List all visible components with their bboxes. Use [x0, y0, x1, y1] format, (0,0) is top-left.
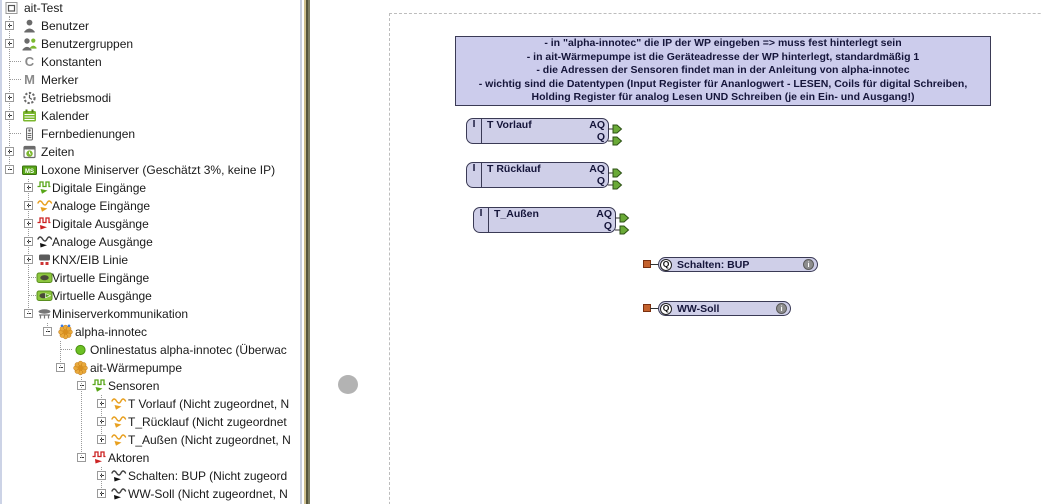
note-box[interactable] [455, 36, 991, 106]
tree-guide-line [9, 16, 10, 170]
note-line: - die Adressen der Sensoren findet man in der Anleitung von alpha-innotec [536, 64, 910, 77]
tree-item-label: Analoge Ausgänge [52, 235, 153, 249]
canvas-anchor-dot [338, 375, 358, 394]
note-line: - in "alpha-innotec" die IP der WP eingeben => muss fest hinterlegt sein [544, 37, 902, 49]
digital-output-icon [36, 216, 53, 231]
output-pin-icon[interactable] [608, 165, 623, 175]
tree-item-ait-wärmepumpe[interactable] [0, 359, 300, 377]
tree-guide-line [47, 323, 48, 332]
tree-item-schalten-bup-nicht-zugeord[interactable] [0, 467, 300, 485]
pin-link [650, 264, 658, 265]
virtual-input-block[interactable] [473, 207, 616, 233]
block-label: WW-Soll [677, 302, 720, 315]
tree-item-alpha-innotec[interactable] [0, 323, 300, 341]
tree-item-digitale-ausgänge[interactable] [0, 215, 300, 233]
analog-output-icon [110, 468, 127, 483]
tree-item-label: Virtuelle Eingänge [52, 271, 150, 285]
block-label: T Vorlauf [487, 119, 532, 131]
svg-text:MS: MS [25, 168, 34, 175]
tree-item-label: Zeiten [41, 145, 75, 159]
output-designator: Q [660, 259, 672, 271]
constant-icon [21, 54, 38, 69]
analog-input-icon [110, 432, 127, 447]
tree-item-t-außen-nicht-zugeordnet-n[interactable] [0, 431, 300, 449]
virtual-input-block[interactable] [466, 118, 609, 144]
user-icon [21, 18, 38, 33]
tree-item-sensoren[interactable] [0, 377, 300, 395]
output-pin-icon[interactable] [608, 177, 623, 187]
tree-item-label: Benutzergruppen [41, 37, 134, 51]
program-canvas[interactable] [311, 0, 1042, 504]
tree-guide-line [28, 179, 29, 314]
tree-item-label: Benutzer [41, 19, 90, 33]
tree-item-virtuelle-eingänge[interactable] [0, 269, 300, 287]
sensors-icon [91, 378, 108, 393]
tree-item-label: T_Rücklauf (Nicht zugeordnet [128, 415, 287, 429]
tree-connector [28, 295, 36, 296]
tree-item-label: T_Außen (Nicht zugeordnet, N [128, 433, 291, 447]
info-icon[interactable]: i [803, 259, 814, 270]
tree-item-label: WW-Soll (Nicht zugeordnet, N [128, 487, 288, 501]
analog-input-icon [110, 414, 127, 429]
output-pin-icon[interactable] [608, 133, 623, 143]
virtual-output-icon [36, 288, 53, 303]
analog-input-icon [110, 396, 127, 411]
tree-item-knx-eib-linie[interactable] [0, 251, 300, 269]
tree-item-label: Virtuelle Ausgänge [52, 289, 152, 303]
communication-icon [36, 306, 53, 321]
tree-item-digitale-eingänge[interactable] [0, 179, 300, 197]
virtual-output-block[interactable] [658, 257, 818, 272]
tree-item-kalender[interactable] [0, 107, 300, 125]
output-pin-icon[interactable] [615, 222, 630, 232]
tree-item-onlinestatus-alpha-innotec-übe[interactable] [0, 341, 300, 359]
tree-item-label: Konstanten [41, 55, 102, 69]
tree-item-label: ait-Wärmepumpe [90, 361, 183, 375]
tree-item-label: Analoge Eingänge [52, 199, 151, 213]
tree-connector [60, 349, 72, 350]
tree-item-zeiten[interactable] [0, 143, 300, 161]
tree-item-label: Miniserverkommunikation [52, 307, 189, 321]
tree-item-analoge-eingänge[interactable] [0, 197, 300, 215]
online-status-icon [72, 342, 89, 357]
tree-item-t-vorlauf-nicht-zugeordnet-n[interactable] [0, 395, 300, 413]
analog-input-icon [36, 198, 53, 213]
virtual-output-block[interactable] [658, 301, 791, 316]
block-label: Schalten: BUP [677, 258, 750, 271]
output-port-label: Q [596, 175, 605, 187]
device-flower-blue-icon [57, 324, 74, 339]
tree-item-betriebsmodi[interactable] [0, 89, 300, 107]
output-port-label: AQ [589, 119, 605, 131]
tree-item-miniserverkommunikation[interactable] [0, 305, 300, 323]
virtual-input-icon [36, 270, 53, 285]
tree-item-label: T Vorlauf (Nicht zugeordnet, N [128, 397, 290, 411]
miniserver-icon [21, 162, 38, 177]
tree-connector [9, 79, 21, 80]
calendar-icon [21, 108, 38, 123]
digital-input-icon [36, 180, 53, 195]
note-line: - in ait-Wärmepumpe ist die Geräteadresse der WP hinterlegt, standardmäßig 1 [526, 50, 920, 63]
actuators-icon [91, 450, 108, 465]
tree-item-label: Digitale Eingänge [52, 181, 147, 195]
analog-output-icon [36, 234, 53, 249]
input-designator: I [474, 208, 489, 232]
tree-connector [9, 61, 21, 62]
panel-splitter[interactable] [300, 0, 311, 504]
tree-item-benutzergruppen[interactable] [0, 35, 300, 53]
tree-item-label: Schalten: BUP (Nicht zugeord [128, 469, 288, 483]
block-label: T_Außen [494, 208, 539, 220]
schedule-icon [21, 144, 38, 159]
periphery-tree-panel [0, 0, 300, 504]
block-label: T Rücklauf [487, 163, 541, 175]
tree-item-label: alpha-innotec [75, 325, 148, 339]
marker-icon [21, 72, 38, 87]
device-flower-icon [72, 360, 89, 375]
tree-guide-line [101, 467, 102, 494]
svg-text:C: C [24, 54, 35, 69]
tree-item-label: Kalender [41, 109, 90, 123]
tree-item-analoge-ausgänge[interactable] [0, 233, 300, 251]
output-port-label: AQ [589, 163, 605, 175]
tree-guide-line [101, 395, 102, 440]
output-port-label: Q [603, 220, 612, 232]
operating-modes-icon [21, 90, 38, 105]
tree-connector [28, 277, 36, 278]
tree-guide-line [60, 341, 61, 368]
tree-item-ait-test[interactable] [0, 0, 300, 17]
tree-item-loxone-miniserver-geschätzt-3-[interactable] [0, 161, 300, 179]
tree-item-virtuelle-ausgänge[interactable] [0, 287, 300, 305]
tree-item-label: Aktoren [108, 451, 150, 465]
tree-item-benutzer[interactable] [0, 17, 300, 35]
input-designator: I [467, 163, 482, 187]
tree-item-label: Sensoren [108, 379, 160, 393]
tree-item-aktoren[interactable] [0, 449, 300, 467]
tree-item-label: Digitale Ausgänge [52, 217, 149, 231]
output-pin-icon[interactable] [615, 210, 630, 220]
tree-item-label: Onlinestatus alpha-innotec (Überwac [90, 343, 287, 357]
tree-connector [9, 133, 21, 134]
tree-item-merker[interactable] [0, 71, 300, 89]
knx-icon [36, 252, 53, 267]
panel-left-edge [0, 0, 2, 504]
virtual-input-block[interactable] [466, 162, 609, 188]
tree-item-label: Merker [41, 73, 79, 87]
tree-item-label: KNX/EIB Linie [52, 253, 129, 267]
tree-item-label: Betriebsmodi [41, 91, 112, 105]
output-pin-icon[interactable] [608, 121, 623, 131]
svg-text:M: M [24, 72, 35, 87]
project-icon [3, 0, 20, 15]
tree-item-konstanten[interactable] [0, 53, 300, 71]
output-designator: Q [660, 303, 672, 315]
tree-item-fernbedienungen[interactable] [0, 125, 300, 143]
output-port-label: Q [596, 131, 605, 143]
output-port-label: AQ [596, 208, 612, 220]
tree-item-label: Fernbedienungen [41, 127, 136, 141]
tree-item-ww-soll-nicht-zugeordnet-n[interactable] [0, 485, 300, 503]
analog-output-icon [110, 486, 127, 501]
tree-guide-line [81, 377, 82, 458]
pin-link [650, 308, 658, 309]
remote-icon [21, 126, 38, 141]
tree-item-label: Loxone Miniserver (Geschätzt 3%, keine IP) [41, 163, 276, 177]
user-group-icon [21, 36, 38, 51]
input-designator: I [467, 119, 482, 143]
note-line: - wichtig sind die Datentypen (Input Register für Ananlogwert - LESEN, Coils für digital Schreiben, [478, 77, 968, 90]
note-line: Holding Register für analog Lesen UND Schreiben (je ein Ein- und Ausgang!) [531, 91, 915, 104]
tree-item-t-rücklauf-nicht-zugeordnet[interactable] [0, 413, 300, 431]
tree-item-label: ait-Test [24, 1, 63, 15]
info-icon[interactable]: i [776, 303, 787, 314]
